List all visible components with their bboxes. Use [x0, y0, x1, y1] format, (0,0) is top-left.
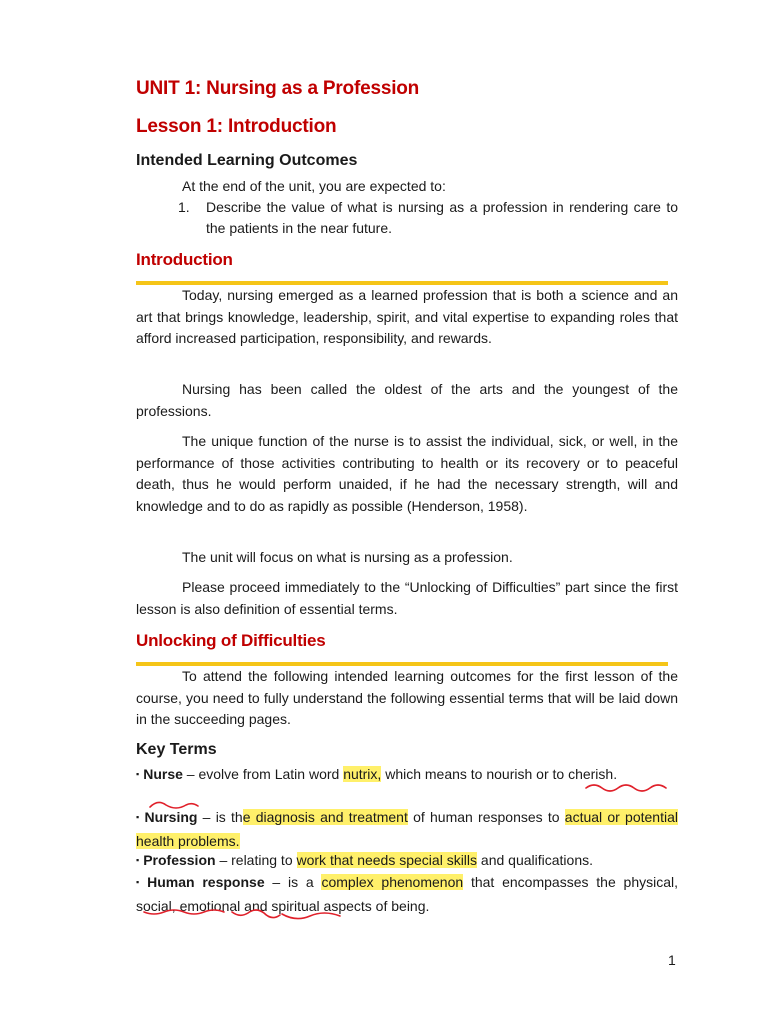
page-number: 1: [668, 952, 676, 968]
intro-paragraph: Please proceed immediately to the “Unlocking of Difficulties” part since the first lesson is also definition of essential terms.: [136, 579, 678, 617]
term-name: Nursing: [144, 809, 198, 825]
key-term-profession: ▪ Profession – relating to work that needs special skills and qualifications.: [136, 852, 593, 868]
highlight: e diagnosis and treatment: [242, 809, 408, 825]
unlocking-paragraph: To attend the following intended learning outcomes for the first lesson of the course, you need to fully understand the following essential terms that will be laid down in the succeeding pages.: [136, 668, 678, 727]
intro-paragraph: The unique function of the nurse is to assist the individual, sick, or well, in the performance of those activities contributing to health or its recovery or to peaceful death, thus he would perform unaided, if he had the necessary strength, will and knowledge and to do as rapidly as possible (Henderson, 1958).: [136, 433, 678, 514]
key-term-human-response: ▪ Human response – is a complex phenomenon that encompasses the physical, social, emotional and spiritual aspects of being.: [136, 874, 678, 914]
bullet-icon: ▪: [136, 877, 144, 887]
lesson-title: Lesson 1: Introduction: [136, 116, 337, 137]
introduction-heading: Introduction: [136, 250, 233, 269]
bullet-icon: ▪: [136, 855, 140, 865]
highlight: work that needs special skills: [296, 852, 478, 868]
highlight: complex phenomenon: [321, 874, 464, 890]
intro-paragraph: Today, nursing emerged as a learned profession that is both a science and an art that brings knowledge, leadership, spirit, and vital expertise to expanding roles that afford increased participation, responsibility, and rewards.: [136, 287, 678, 346]
key-terms-heading: Key Terms: [136, 741, 217, 758]
unlocking-heading: Unlocking of Difficulties: [136, 631, 326, 650]
key-term-nursing: ▪ Nursing – is the diagnosis and treatment of human responses to actual or potential health problems.: [136, 809, 678, 849]
intro-paragraph: Nursing has been called the oldest of the arts and the youngest of the professions.: [136, 381, 678, 419]
outcomes-lead: At the end of the unit, you are expected to:: [182, 178, 446, 194]
bullet-icon: ▪: [136, 812, 141, 822]
outcomes-heading: Intended Learning Outcomes: [136, 152, 358, 169]
outcome-item: [178, 197, 678, 239]
highlight: actual or potential health problems.: [136, 809, 678, 849]
term-name: Human response: [147, 874, 265, 890]
outcome-text: Describe the value of what is nursing as a profession in rendering care to the patients in the near future.: [206, 199, 678, 236]
intro-paragraph: The unit will focus on what is nursing as a profession.: [182, 549, 513, 565]
highlight: nutrix,: [343, 766, 382, 782]
term-name: Nurse: [143, 766, 183, 782]
term-name: Profession: [143, 852, 216, 868]
unit-title: UNIT 1: Nursing as a Profession: [136, 78, 420, 99]
outcome-number: 1.: [178, 199, 190, 215]
bullet-icon: ▪: [136, 769, 140, 779]
key-term-nurse: ▪ Nurse – evolve from Latin word nutrix, which means to nourish or to cherish.: [136, 766, 618, 782]
